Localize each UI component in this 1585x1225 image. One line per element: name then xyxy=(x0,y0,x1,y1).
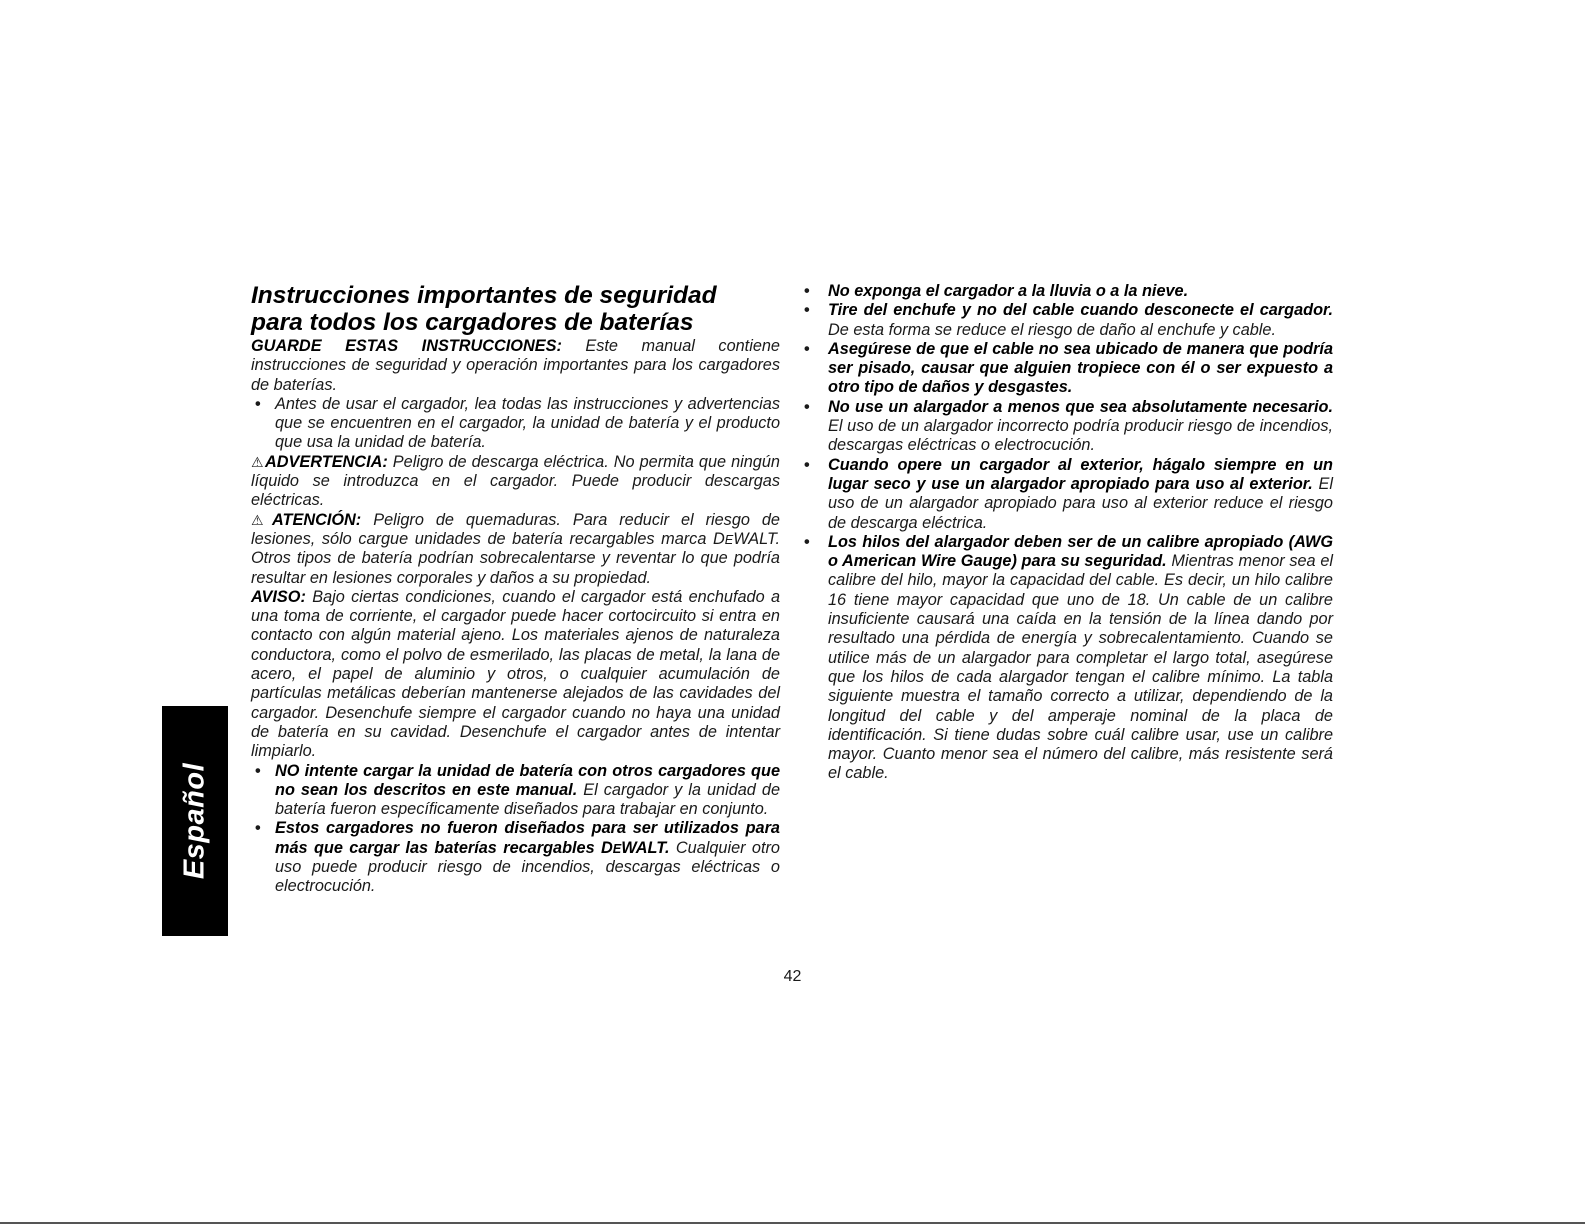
list-item-lead: Cuando opere un cargador al exterior, hágalo siempre en un lugar seco y use un alargador apropiado para uso al exterior. xyxy=(828,455,1333,493)
bullet-dot-icon: • xyxy=(804,301,810,320)
list-item-lead-a: Estos cargadores no fueron diseñados para ser utilizados para más que cargar las baterías recargables D xyxy=(275,819,780,857)
right-column xyxy=(800,282,1333,784)
list-item-lead: Asegúrese de que el cable no sea ubicado de manera que podría ser pisado, causar que alguien tropiece con él o ser expuesto a otro tipo de daños y desgastes. xyxy=(828,339,1333,397)
bullet-dot-icon: • xyxy=(804,532,810,551)
language-tab-label: Español xyxy=(178,762,211,880)
right-bullet-list xyxy=(800,282,1333,784)
list-item-text: Cualquier otro uso puede producir riesgo de incendios, descargas eléctricas o electrocución. xyxy=(275,838,780,896)
list-item xyxy=(800,301,1333,340)
warning-triangle-icon: ⚠ xyxy=(251,453,265,470)
warning-lead: ADVERTENCIA: xyxy=(265,452,388,471)
notice-lead: AVISO: xyxy=(251,587,306,606)
bullet-dot-icon: • xyxy=(804,339,810,358)
list-item-text: El uso de un alargador incorrecto podría producir riesgo de incendios, descargas eléctricas o electrocución. xyxy=(828,417,1333,455)
left-column xyxy=(251,282,780,897)
caution-brand-smallcaps: E xyxy=(724,531,734,547)
bullet-dot-icon: • xyxy=(804,282,810,300)
list-item-text: El uso de un alargador apropiado para uso al exterior reduce el riesgo de descarga eléctrica. xyxy=(828,474,1334,532)
list-item-brand-smallcaps: E xyxy=(612,840,622,856)
list-item-lead: No exponga el cargador a la lluvia o a la nieve. xyxy=(828,282,1189,300)
list-item-lead: Tire del enchufe y no del cable cuando desconecte el cargador. xyxy=(828,301,1333,320)
warning-paragraph xyxy=(251,453,780,511)
save-instructions-text: Este manual contiene instrucciones de seguridad y operación importantes para los cargadores de baterías. xyxy=(251,337,780,394)
list-item-lead-b: WALT. xyxy=(621,838,670,857)
list-item-lead: Los hilos del alargador deben ser de un calibre apropiado (AWG o American Wire Gauge) para su seguridad. xyxy=(828,532,1333,571)
list-item xyxy=(800,533,1333,784)
bullet-dot-icon: • xyxy=(255,761,261,780)
page-title-line2: para todos los cargadores de baterías xyxy=(251,309,694,336)
language-tab xyxy=(162,706,228,936)
caution-paragraph xyxy=(251,511,780,588)
list-item xyxy=(251,395,780,453)
warning-triangle-icon: ⚠ xyxy=(251,511,271,528)
bullet-dot-icon: • xyxy=(804,397,810,416)
page-title-line1: Instrucciones importantes de seguridad xyxy=(251,282,717,309)
list-item xyxy=(800,282,1333,301)
bullet-dot-icon: • xyxy=(804,455,810,474)
list-item xyxy=(800,398,1333,456)
caution-text-a: Peligro de quemaduras. Para reducir el riesgo de lesiones, sólo cargue unidades de batería recargables marca D xyxy=(251,510,780,548)
left-bullet-list-1 xyxy=(251,395,780,453)
list-item-lead: No use un alargador a menos que sea absolutamente necesario. xyxy=(828,397,1333,416)
notice-paragraph xyxy=(251,588,780,762)
list-item xyxy=(251,762,780,820)
caution-lead: ATENCIÓN: xyxy=(271,510,362,529)
bottom-divider xyxy=(0,1222,1585,1224)
page-number: 42 xyxy=(783,968,802,985)
save-instructions-paragraph xyxy=(251,337,780,395)
page-title xyxy=(251,282,780,336)
list-item-text: De esta forma se reduce el riesgo de daño al enchufe y cable. xyxy=(828,320,1277,339)
list-item xyxy=(251,819,780,896)
list-item xyxy=(800,340,1333,398)
list-item xyxy=(800,456,1333,533)
warning-text: Peligro de descarga eléctrica. No permita que ningún líquido se introduzca en el cargador. Puede producir descargas eléctricas. xyxy=(251,452,780,510)
list-item-text: El cargador y la unidad de batería fueron específicamente diseñados para trabajar en conjunto. xyxy=(275,780,780,819)
save-instructions-lead: GUARDE ESTAS INSTRUCCIONES: xyxy=(251,337,562,355)
list-item-text: Antes de usar el cargador, lea todas las instrucciones y advertencias que se encuentren en el cargador, la unidad de batería y el producto que usa la unidad de batería. xyxy=(275,394,780,452)
notice-text: Bajo ciertas condiciones, cuando el cargador está enchufado a una toma de corriente, el cargador puede hacer cortocircuito si entra en contacto con algún material ajeno. Los materiales ajenos de naturaleza conductora, como el polvo de esmerilado, las placas de metal, la lana de acero, el papel de aluminio y otros, o cualquier acumulación de partículas metálicas deberían mantenerse alejados de las cavidades del cargador. Desenchufe siempre el cargador cuando no haya una unidad de batería en su cavidad. Desenchufe el cargador antes de intentar limpiarlo. xyxy=(251,587,780,761)
left-bullet-list-2 xyxy=(251,762,780,897)
bullet-dot-icon: • xyxy=(255,394,261,413)
list-item-lead: NO intente cargar la unidad de batería con otros cargadores que no sean los descritos en este manual. xyxy=(275,761,780,799)
list-item-text: Mientras menor sea el calibre del hilo, mayor la capacidad del cable. Es decir, un hilo calibre 16 tiene mayor capacidad que uno de 18. Un cable de un calibre insuficiente causará una caída en la tensión de la línea dando por resultado una pérdida de energía y sobrecalentamiento. Cuando se utilice más de un alargador para completar el largo total, asegúrese que los hilos de cada alargador tengan el calibre mínimo. La tabla siguiente muestra el tamaño correcto a utilizar, dependiendo de la longitud del cable y del amperaje nominal de la placa de identificación. Si tiene dudas sobre cuál calibre usar, use un calibre mayor. Cuanto menor sea el número del calibre, más resistente será el cable. xyxy=(828,552,1333,783)
bullet-dot-icon: • xyxy=(255,819,261,838)
caution-text-b: WALT. Otros tipos de batería podrían sobrecalentarse y reventar lo que podría resultar en lesiones corporales y daños a su propiedad. xyxy=(251,529,780,587)
